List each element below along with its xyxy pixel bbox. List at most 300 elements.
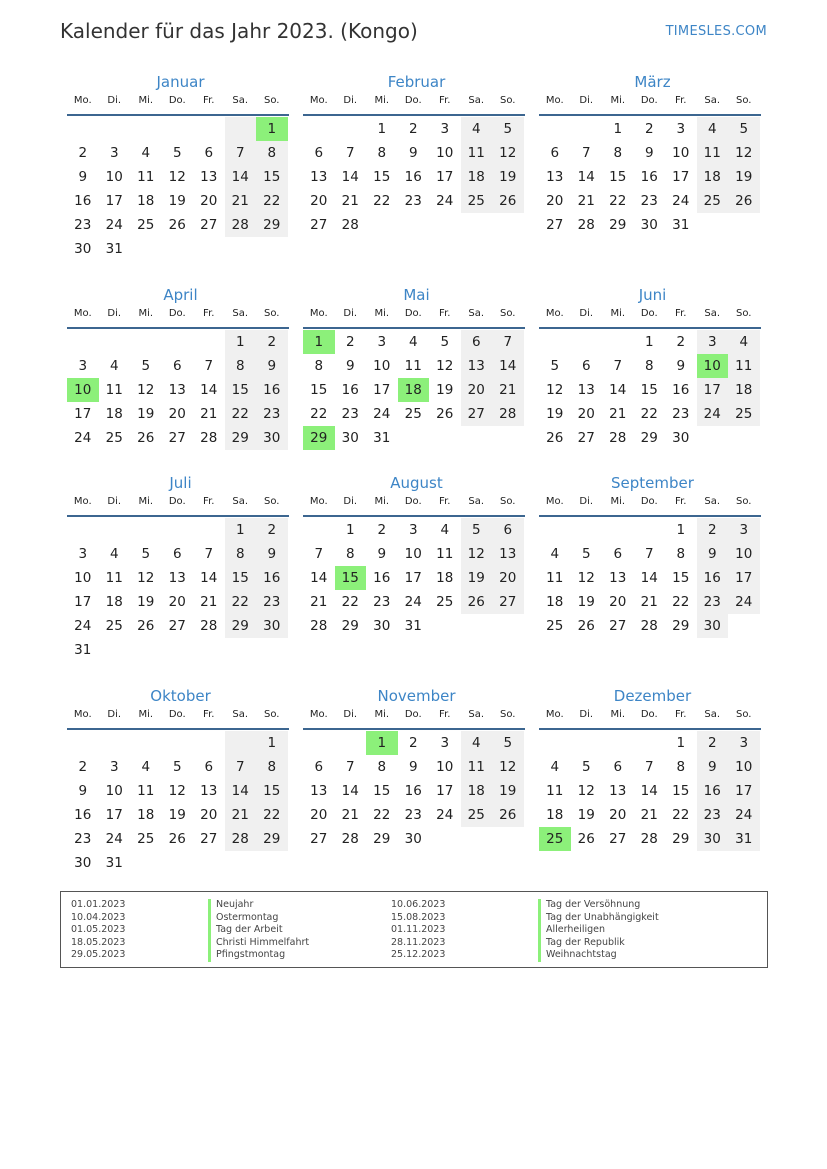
day-cell: 25 [436, 594, 454, 610]
empty-day-cell [571, 117, 603, 141]
day-cell: 26 [137, 618, 155, 634]
weekday-label: Mi. [138, 496, 154, 507]
day-cell: 24 [105, 217, 123, 233]
day-cell: 17 [728, 779, 760, 803]
day-cell: 23 [404, 193, 422, 209]
day-cell: 22 [609, 193, 627, 209]
day-cell: 1 [676, 522, 686, 538]
day-cell: 4 [728, 330, 760, 354]
day-cell: 3 [109, 759, 119, 775]
day-cell: 28 [577, 217, 595, 233]
day-cell: 24 [373, 406, 391, 422]
day-cell: 26 [492, 803, 524, 827]
day-cell: 6 [314, 145, 324, 161]
day-cell: 22 [256, 803, 288, 827]
day-cell: 9 [697, 755, 729, 779]
day-cell: 13 [609, 783, 627, 799]
day-cell: 14 [341, 783, 359, 799]
day-cell: 1 [676, 735, 686, 751]
day-cell: 6 [613, 546, 623, 562]
weekday-label: Fr. [203, 308, 215, 319]
weekday-label: Mo. [73, 308, 92, 319]
weekday-header [67, 92, 289, 116]
day-cell: 19 [577, 807, 595, 823]
day-cell: 27 [546, 217, 564, 233]
day-cell: 20 [310, 807, 328, 823]
weekday-label: Mo. [73, 496, 92, 507]
day-cell: 2 [408, 121, 418, 137]
day-cell: 28 [341, 217, 359, 233]
holiday-date: 18.05.2023 [71, 936, 126, 948]
day-cell: 11 [728, 354, 760, 378]
day-cell: 2 [676, 334, 686, 350]
holiday-name: Tag der Unabhängigkeit [538, 912, 659, 925]
day-cell: 23 [404, 807, 422, 823]
day-cell: 2 [377, 522, 387, 538]
day-cell: 24 [728, 590, 760, 614]
day-cell: 4 [697, 117, 729, 141]
weekday-label: So. [264, 95, 280, 106]
weekday-label: Fr. [675, 95, 687, 106]
day-cell: 24 [404, 594, 422, 610]
day-cell: 20 [492, 566, 524, 590]
weekday-label: Mo. [73, 709, 92, 720]
month-name: April [163, 286, 198, 304]
day-cell: 9 [408, 145, 418, 161]
weekday-label: So. [500, 308, 516, 319]
day-cell: 30 [640, 217, 658, 233]
weekday-label: So. [736, 709, 752, 720]
month-7 [67, 473, 289, 662]
weekday-label: Di. [107, 308, 122, 319]
day-cell: 18 [137, 807, 155, 823]
day-cell: 30 [256, 426, 288, 450]
month-name: Oktober [150, 687, 211, 705]
weekday-label: Do. [640, 95, 658, 106]
holiday-day-cell: 29 [303, 426, 335, 450]
weekday-label: Mi. [610, 496, 626, 507]
day-cell: 21 [225, 189, 257, 213]
day-cell: 23 [672, 406, 690, 422]
weekday-label: Mo. [545, 496, 564, 507]
day-cell: 16 [697, 566, 729, 590]
day-cell: 14 [310, 570, 328, 586]
weekday-label: Mo. [309, 308, 328, 319]
day-cell: 5 [581, 546, 591, 562]
day-cell: 30 [373, 618, 391, 634]
day-cell: 7 [345, 145, 355, 161]
holiday-name: Pfingstmontag [208, 949, 285, 962]
month-8 [303, 473, 525, 638]
day-cell: 31 [105, 241, 123, 257]
day-cell: 1 [225, 518, 257, 542]
empty-day-cell [67, 117, 99, 141]
empty-day-cell [539, 518, 571, 542]
day-cell: 4 [141, 759, 151, 775]
month-name: Juli [169, 474, 192, 492]
day-cell: 24 [105, 831, 123, 847]
empty-day-cell [571, 330, 603, 354]
day-cell: 7 [581, 145, 591, 161]
day-cell: 21 [640, 594, 658, 610]
day-cell: 10 [728, 542, 760, 566]
day-cell: 11 [105, 570, 123, 586]
day-cell: 16 [74, 193, 92, 209]
day-cell: 25 [546, 618, 564, 634]
day-cell: 20 [577, 406, 595, 422]
weekday-label: Mo. [545, 709, 564, 720]
day-cell: 9 [256, 542, 288, 566]
holiday-name: Tag der Versöhnung [538, 899, 640, 912]
empty-day-cell [193, 731, 225, 755]
day-cell: 2 [697, 518, 729, 542]
holiday-date: 25.12.2023 [391, 949, 446, 960]
day-cell: 18 [728, 378, 760, 402]
weekday-label: Mi. [138, 709, 154, 720]
weekday-label: Mi. [374, 496, 390, 507]
day-cell: 12 [492, 755, 524, 779]
holiday-name: Allerheiligen [538, 924, 605, 937]
month-10 [67, 686, 289, 875]
day-cell: 24 [74, 430, 92, 446]
day-cell: 17 [728, 566, 760, 590]
day-cell: 21 [492, 378, 524, 402]
weekday-label: Do. [640, 496, 658, 507]
day-grid [539, 518, 761, 638]
empty-day-cell [539, 117, 571, 141]
day-cell: 28 [225, 213, 257, 237]
day-cell: 9 [256, 354, 288, 378]
day-cell: 7 [644, 546, 654, 562]
day-cell: 8 [225, 542, 257, 566]
holiday-name: Weihnachtstag [538, 949, 617, 962]
weekday-label: Mi. [610, 95, 626, 106]
day-cell: 14 [577, 169, 595, 185]
holiday-date: 01.11.2023 [391, 924, 446, 935]
holiday-date: 15.08.2023 [391, 911, 446, 923]
day-cell: 1 [225, 330, 257, 354]
day-cell: 18 [461, 779, 493, 803]
day-cell: 28 [310, 618, 328, 634]
day-cell: 5 [550, 358, 560, 374]
day-cell: 18 [436, 570, 454, 586]
day-cell: 13 [609, 570, 627, 586]
day-cell: 7 [613, 358, 623, 374]
empty-day-cell [67, 330, 99, 354]
weekday-label: Do. [404, 496, 422, 507]
day-cell: 29 [341, 618, 359, 634]
day-cell: 16 [640, 169, 658, 185]
day-cell: 29 [373, 831, 391, 847]
day-cell: 6 [204, 145, 214, 161]
day-cell: 23 [697, 590, 729, 614]
day-cell: 25 [461, 803, 493, 827]
empty-day-cell [99, 731, 131, 755]
day-cell: 25 [137, 217, 155, 233]
day-cell: 3 [440, 121, 450, 137]
day-cell: 14 [225, 165, 257, 189]
day-cell: 18 [461, 165, 493, 189]
day-cell: 22 [225, 402, 257, 426]
empty-day-cell [99, 330, 131, 354]
day-cell: 3 [676, 121, 686, 137]
day-cell: 15 [373, 783, 391, 799]
day-cell: 11 [546, 570, 564, 586]
weekday-label: Do. [168, 308, 186, 319]
day-cell: 8 [345, 546, 355, 562]
weekday-header [539, 493, 761, 517]
weekday-label: Fr. [203, 95, 215, 106]
holiday-day-cell: 1 [303, 330, 335, 354]
day-cell: 2 [644, 121, 654, 137]
day-cell: 29 [225, 426, 257, 450]
day-cell: 2 [78, 145, 88, 161]
day-grid [303, 117, 525, 237]
day-cell: 4 [141, 145, 151, 161]
weekday-header [67, 305, 289, 329]
weekday-label: Di. [343, 95, 358, 106]
day-cell: 18 [546, 594, 564, 610]
day-cell: 28 [640, 618, 658, 634]
day-cell: 12 [168, 169, 186, 185]
day-cell: 6 [172, 358, 182, 374]
day-cell: 5 [461, 518, 493, 542]
day-cell: 11 [436, 546, 454, 562]
day-cell: 6 [204, 759, 214, 775]
day-cell: 25 [728, 402, 760, 426]
month-9 [539, 473, 761, 638]
day-cell: 9 [78, 783, 88, 799]
day-cell: 4 [550, 759, 560, 775]
weekday-label: Sa. [232, 496, 249, 507]
day-cell: 29 [672, 618, 690, 634]
weekday-label: Mo. [73, 95, 92, 106]
weekday-label: Mo. [309, 709, 328, 720]
day-cell: 5 [141, 358, 151, 374]
day-cell: 3 [109, 145, 119, 161]
weekday-label: So. [500, 95, 516, 106]
day-cell: 20 [310, 193, 328, 209]
day-cell: 17 [697, 378, 729, 402]
day-cell: 5 [141, 546, 151, 562]
day-grid [539, 731, 761, 851]
day-cell: 12 [577, 570, 595, 586]
day-cell: 8 [676, 759, 686, 775]
weekday-label: Di. [343, 496, 358, 507]
day-cell: 17 [672, 169, 690, 185]
day-cell: 18 [697, 165, 729, 189]
weekday-header [303, 706, 525, 730]
day-cell: 12 [492, 141, 524, 165]
day-cell: 26 [461, 590, 493, 614]
weekday-label: Sa. [232, 308, 249, 319]
day-cell: 28 [200, 618, 218, 634]
weekday-header [67, 493, 289, 517]
day-grid [67, 330, 289, 450]
month-name: Februar [387, 73, 446, 91]
day-cell: 20 [609, 807, 627, 823]
day-cell: 30 [256, 614, 288, 638]
day-cell: 23 [74, 831, 92, 847]
day-cell: 7 [492, 330, 524, 354]
day-cell: 27 [168, 618, 186, 634]
day-cell: 29 [225, 614, 257, 638]
empty-day-cell [130, 330, 162, 354]
empty-day-cell [539, 330, 571, 354]
day-cell: 5 [581, 759, 591, 775]
day-cell: 14 [640, 570, 658, 586]
day-cell: 16 [256, 566, 288, 590]
day-cell: 2 [345, 334, 355, 350]
day-cell: 13 [310, 783, 328, 799]
day-cell: 22 [256, 189, 288, 213]
empty-day-cell [130, 518, 162, 542]
day-cell: 14 [609, 382, 627, 398]
day-cell: 16 [404, 169, 422, 185]
day-cell: 17 [74, 406, 92, 422]
weekday-label: Sa. [704, 496, 721, 507]
weekday-label: Do. [404, 308, 422, 319]
weekday-label: Di. [343, 308, 358, 319]
weekday-label: Fr. [675, 308, 687, 319]
weekday-label: Do. [640, 308, 658, 319]
empty-day-cell [162, 117, 194, 141]
day-cell: 27 [492, 590, 524, 614]
day-cell: 21 [225, 803, 257, 827]
day-cell: 28 [640, 831, 658, 847]
day-cell: 10 [436, 145, 454, 161]
day-cell: 17 [105, 193, 123, 209]
day-cell: 8 [256, 141, 288, 165]
month-name: Dezember [613, 687, 692, 705]
day-cell: 20 [461, 378, 493, 402]
page-title: Kalender für das Jahr 2023. (Kongo) [60, 19, 418, 43]
holiday-date: 01.01.2023 [71, 899, 126, 910]
weekday-header [67, 706, 289, 730]
day-cell: 6 [492, 518, 524, 542]
weekday-header [539, 706, 761, 730]
day-cell: 18 [105, 594, 123, 610]
weekday-label: So. [736, 308, 752, 319]
day-cell: 3 [408, 522, 418, 538]
day-cell: 13 [461, 354, 493, 378]
weekday-header [303, 92, 525, 116]
empty-day-cell [571, 731, 603, 755]
day-cell: 7 [204, 358, 214, 374]
day-cell: 19 [577, 594, 595, 610]
day-cell: 10 [436, 759, 454, 775]
day-cell: 27 [200, 217, 218, 233]
holiday-name: Christi Himmelfahrt [208, 937, 309, 950]
day-grid [67, 518, 289, 662]
holiday-day-cell: 1 [366, 731, 398, 755]
day-cell: 11 [461, 755, 493, 779]
day-cell: 6 [461, 330, 493, 354]
month-3 [539, 72, 761, 237]
day-cell: 15 [225, 566, 257, 590]
site-link[interactable]: TIMESLES.COM [665, 24, 767, 39]
day-cell: 21 [200, 406, 218, 422]
weekday-label: Mi. [138, 95, 154, 106]
empty-day-cell [303, 117, 335, 141]
day-cell: 15 [256, 779, 288, 803]
day-cell: 27 [168, 430, 186, 446]
weekday-header [303, 305, 525, 329]
day-cell: 4 [550, 546, 560, 562]
day-cell: 19 [168, 807, 186, 823]
day-cell: 21 [577, 193, 595, 209]
day-cell: 17 [436, 169, 454, 185]
weekday-label: So. [264, 709, 280, 720]
day-cell: 26 [728, 189, 760, 213]
month-4 [67, 285, 289, 450]
weekday-label: Mi. [610, 709, 626, 720]
weekday-label: Do. [168, 496, 186, 507]
day-cell: 6 [613, 759, 623, 775]
day-cell: 24 [436, 193, 454, 209]
empty-day-cell [193, 117, 225, 141]
day-cell: 27 [609, 831, 627, 847]
empty-day-cell [130, 117, 162, 141]
day-cell: 9 [78, 169, 88, 185]
day-cell: 12 [728, 141, 760, 165]
day-cell: 11 [137, 783, 155, 799]
day-cell: 19 [461, 566, 493, 590]
empty-day-cell [225, 731, 257, 755]
day-cell: 1 [644, 334, 654, 350]
day-grid [67, 117, 289, 261]
day-cell: 4 [440, 522, 450, 538]
empty-day-cell [303, 731, 335, 755]
day-cell: 16 [373, 570, 391, 586]
day-cell: 21 [341, 807, 359, 823]
day-cell: 27 [310, 831, 328, 847]
day-cell: 29 [672, 831, 690, 847]
month-name: März [634, 73, 671, 91]
day-cell: 9 [697, 542, 729, 566]
day-cell: 26 [168, 831, 186, 847]
day-cell: 26 [577, 618, 595, 634]
day-cell: 23 [697, 803, 729, 827]
day-cell: 9 [345, 358, 355, 374]
month-name: Juni [638, 286, 667, 304]
weekday-label: So. [500, 709, 516, 720]
day-cell: 14 [225, 779, 257, 803]
day-cell: 22 [640, 406, 658, 422]
weekday-label: Do. [404, 95, 422, 106]
day-cell: 13 [492, 542, 524, 566]
day-cell: 8 [613, 145, 623, 161]
day-cell: 12 [461, 542, 493, 566]
holiday-name: Tag der Republik [538, 937, 625, 950]
day-cell: 24 [728, 803, 760, 827]
day-cell: 29 [256, 827, 288, 851]
day-cell: 27 [200, 831, 218, 847]
day-cell: 3 [728, 731, 760, 755]
day-grid [539, 330, 761, 450]
weekday-header [539, 305, 761, 329]
day-cell: 6 [550, 145, 560, 161]
empty-day-cell [99, 117, 131, 141]
day-cell: 5 [728, 117, 760, 141]
day-cell: 9 [377, 546, 387, 562]
day-cell: 21 [200, 594, 218, 610]
day-cell: 26 [168, 217, 186, 233]
day-cell: 16 [256, 378, 288, 402]
weekday-label: So. [264, 496, 280, 507]
day-cell: 25 [137, 831, 155, 847]
empty-day-cell [335, 117, 367, 141]
